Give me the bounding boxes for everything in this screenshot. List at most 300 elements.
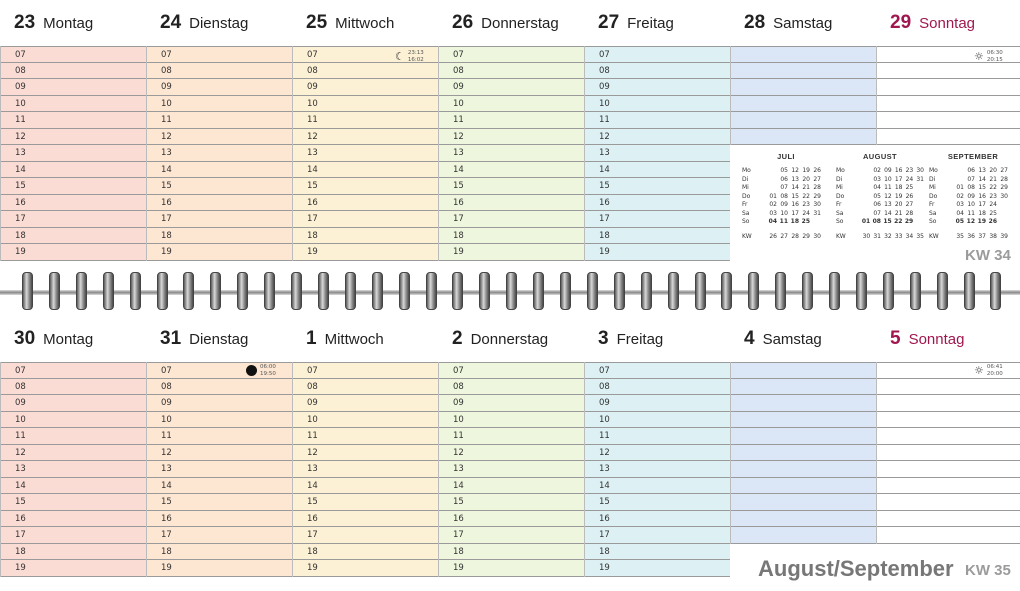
binding-ring <box>883 272 894 310</box>
hour-row[interactable]: 15 <box>439 494 584 511</box>
hour-row[interactable]: 17 <box>147 211 292 228</box>
hour-row[interactable]: 07 <box>293 362 438 379</box>
hour-row[interactable]: 10 <box>1 96 146 113</box>
mini-month <box>742 152 830 241</box>
hour-row[interactable]: 07 <box>585 46 730 63</box>
hour-row[interactable]: 18 <box>293 228 438 245</box>
binding-ring <box>157 272 168 310</box>
day-header-wednesday[interactable] <box>292 316 438 362</box>
mini-day: 17 <box>894 175 903 183</box>
mini-week-row <box>929 210 1017 219</box>
mini-kw: 32 <box>884 232 892 240</box>
mini-day: 05 <box>955 218 964 225</box>
mini-kw-row <box>929 233 1017 242</box>
hour-row[interactable]: 16 <box>439 511 584 528</box>
hour-row[interactable]: 14 <box>585 162 730 179</box>
day-column-tuesday[interactable] <box>146 362 292 577</box>
day-number: 1 <box>306 328 317 349</box>
day-column-saturday[interactable] <box>730 46 876 145</box>
day-header-friday[interactable] <box>584 0 730 46</box>
mini-week-row <box>836 201 924 210</box>
note-row[interactable] <box>731 362 876 379</box>
weekday-label: Mo <box>929 167 938 174</box>
day-column-friday[interactable] <box>584 46 730 261</box>
note-row[interactable] <box>877 428 1020 445</box>
hour-row[interactable]: 17 <box>439 211 584 228</box>
hour-row[interactable]: 18 <box>147 228 292 245</box>
mini-kw: 28 <box>791 232 799 240</box>
day-number: 25 <box>306 12 328 33</box>
hour-row[interactable]: 15 <box>585 178 730 195</box>
note-row[interactable] <box>877 129 1020 146</box>
hour-row[interactable]: 09 <box>585 395 730 412</box>
day-number: 29 <box>890 12 912 33</box>
note-row[interactable] <box>877 527 1020 544</box>
mini-day: 29 <box>904 218 914 225</box>
hour-row[interactable]: 11 <box>439 428 584 445</box>
binding-ring <box>130 272 141 310</box>
mini-day: 13 <box>884 201 892 208</box>
day-header-tuesday[interactable] <box>146 0 292 46</box>
hour-row[interactable]: 08 <box>1 379 146 396</box>
hour-row[interactable]: 13 <box>1 461 146 478</box>
hour-row[interactable]: 11 <box>439 112 584 129</box>
hour-row[interactable]: 10 <box>147 96 292 113</box>
hour-row[interactable]: 11 <box>147 112 292 129</box>
hour-row[interactable]: 11 <box>293 428 438 445</box>
mini-day: 23 <box>989 192 997 200</box>
mini-day: 24 <box>989 201 997 208</box>
note-row[interactable] <box>731 96 876 113</box>
day-number: 3 <box>598 328 609 349</box>
hour-row[interactable]: 16 <box>1 195 146 212</box>
mini-day: 05 <box>780 167 788 174</box>
mini-day: 12 <box>966 218 975 225</box>
note-row[interactable] <box>877 461 1020 478</box>
note-row[interactable] <box>731 79 876 96</box>
hour-row[interactable]: 14 <box>147 478 292 495</box>
note-row[interactable] <box>877 494 1020 511</box>
hour-row[interactable]: 17 <box>1 527 146 544</box>
hour-row[interactable]: 13 <box>147 145 292 162</box>
weekday-label: Sa <box>742 209 750 217</box>
note-row[interactable] <box>877 379 1020 396</box>
hour-row[interactable]: 18 <box>439 544 584 561</box>
hour-row[interactable]: 11 <box>293 112 438 129</box>
weekday-label: Do <box>929 192 938 200</box>
mini-day: 15 <box>791 192 799 200</box>
day-name: Dienstag <box>189 330 249 348</box>
mini-week-row <box>742 184 830 193</box>
hour-row[interactable]: 14 <box>585 478 730 495</box>
hour-row[interactable]: 14 <box>293 162 438 179</box>
hour-row[interactable]: 15 <box>1 178 146 195</box>
mini-day <box>953 176 964 185</box>
hour-row[interactable]: 14 <box>147 162 292 179</box>
hour-row[interactable]: 19 <box>439 244 584 261</box>
day-header-sunday[interactable] <box>876 316 1020 362</box>
hour-row[interactable]: 13 <box>439 461 584 478</box>
day-number: 5 <box>890 328 901 349</box>
hour-row[interactable]: 07 <box>147 362 292 379</box>
mini-day: 31 <box>916 175 924 183</box>
day-number: 31 <box>160 328 182 349</box>
note-row[interactable] <box>877 112 1020 129</box>
note-row[interactable] <box>731 461 876 478</box>
hour-row[interactable]: 19 <box>147 244 292 261</box>
hour-row[interactable]: 19 <box>293 560 438 577</box>
day-number: 4 <box>744 328 755 349</box>
note-row[interactable] <box>877 511 1020 528</box>
hour-row[interactable]: 12 <box>293 129 438 146</box>
binding-ring <box>910 272 921 310</box>
hour-row[interactable]: 09 <box>1 79 146 96</box>
hour-row[interactable]: 15 <box>293 178 438 195</box>
mini-day: 13 <box>791 175 799 183</box>
hour-row[interactable]: 19 <box>439 560 584 577</box>
hour-row[interactable]: 07 <box>1 46 146 63</box>
hour-row[interactable]: 17 <box>585 211 730 228</box>
mini-kw: 34 <box>905 232 914 240</box>
mini-kw: 27 <box>780 232 788 240</box>
hour-row[interactable]: 12 <box>147 129 292 146</box>
day-column-wednesday[interactable] <box>292 362 438 577</box>
kw-label: KW <box>742 232 752 240</box>
hour-row[interactable]: 18 <box>439 228 584 245</box>
mini-kw: 36 <box>967 232 975 240</box>
hour-row[interactable]: 15 <box>1 494 146 511</box>
weekday-label: Di <box>929 175 936 183</box>
hour-row[interactable]: 15 <box>147 178 292 195</box>
hour-row[interactable]: 16 <box>293 511 438 528</box>
hour-row[interactable]: 07 <box>439 362 584 379</box>
note-row[interactable] <box>731 494 876 511</box>
hour-row[interactable]: 09 <box>147 395 292 412</box>
hour-row[interactable]: 16 <box>585 195 730 212</box>
day-header-saturday[interactable] <box>730 316 876 362</box>
hour-row[interactable]: 18 <box>147 544 292 561</box>
day-name: Sonntag <box>908 330 965 348</box>
mini-month <box>836 152 924 241</box>
day-header-saturday[interactable] <box>730 0 876 46</box>
hour-row[interactable]: 09 <box>293 79 438 96</box>
hour-row[interactable]: 15 <box>439 178 584 195</box>
binding-ring <box>237 272 248 310</box>
hour-row[interactable]: 13 <box>147 461 292 478</box>
hour-row[interactable]: 08 <box>147 379 292 396</box>
mini-day: 31 <box>813 209 821 217</box>
note-row[interactable] <box>731 511 876 528</box>
day-column-saturday[interactable] <box>730 362 876 544</box>
note-row[interactable] <box>877 445 1020 462</box>
mini-kw-row <box>836 233 924 242</box>
note-row[interactable] <box>731 527 876 544</box>
hour-row[interactable]: 08 <box>585 379 730 396</box>
mini-day: 22 <box>989 184 997 191</box>
mini-day: 30 <box>813 201 821 208</box>
mini-day: 17 <box>978 201 986 208</box>
note-row[interactable] <box>731 412 876 429</box>
mini-kw: 33 <box>894 232 903 240</box>
hour-row[interactable]: 14 <box>1 478 146 495</box>
sun-times <box>974 364 1003 377</box>
hour-row[interactable]: 18 <box>1 228 146 245</box>
note-row[interactable] <box>877 395 1020 412</box>
sun-times <box>974 50 1003 63</box>
hour-row[interactable]: 12 <box>439 445 584 462</box>
weekday-label: Sa <box>836 209 844 217</box>
note-row[interactable] <box>731 112 876 129</box>
mini-day: 20 <box>894 201 903 208</box>
hour-row[interactable]: 13 <box>585 145 730 162</box>
hour-row[interactable]: 15 <box>585 494 730 511</box>
mini-kw: 31 <box>873 232 881 240</box>
hour-row[interactable]: 07 <box>293 46 438 63</box>
moon-rise: 23:13 <box>407 50 424 56</box>
note-row[interactable] <box>877 63 1020 80</box>
day-name: Samstag <box>762 330 822 348</box>
hour-row[interactable]: 08 <box>293 63 438 80</box>
hour-row[interactable]: 13 <box>293 461 438 478</box>
hour-row[interactable]: 19 <box>1 560 146 577</box>
day-column-wednesday[interactable] <box>292 46 438 261</box>
binding-ring <box>264 272 275 310</box>
hour-row[interactable]: 08 <box>147 63 292 80</box>
hour-row[interactable]: 18 <box>585 228 730 245</box>
day-header-monday[interactable] <box>0 0 146 46</box>
mini-day <box>859 193 870 202</box>
day-name: Dienstag <box>189 14 249 32</box>
hour-row[interactable]: 08 <box>439 63 584 80</box>
hour-row[interactable]: 10 <box>439 96 584 113</box>
hour-row[interactable]: 19 <box>585 560 730 577</box>
note-row[interactable] <box>877 96 1020 113</box>
day-column-thursday[interactable] <box>438 362 584 577</box>
mini-day: 21 <box>802 184 810 191</box>
hour-row[interactable]: 11 <box>1 112 146 129</box>
note-row[interactable] <box>731 129 876 146</box>
hour-row[interactable]: 15 <box>147 494 292 511</box>
hour-row[interactable]: 11 <box>585 112 730 129</box>
hour-row[interactable]: 10 <box>293 96 438 113</box>
mini-day: 25 <box>989 209 997 217</box>
day-number: 26 <box>452 12 474 33</box>
hour-row[interactable]: 13 <box>439 145 584 162</box>
mini-day: 24 <box>905 175 914 183</box>
hour-row[interactable]: 09 <box>147 79 292 96</box>
weekday-label: Fr <box>742 201 748 208</box>
hour-row[interactable]: 16 <box>1 511 146 528</box>
hour-row[interactable]: 14 <box>439 478 584 495</box>
note-row[interactable] <box>731 379 876 396</box>
day-number: 2 <box>452 328 463 349</box>
hour-row[interactable]: 17 <box>147 527 292 544</box>
moon-rise: 06:00 <box>260 364 276 370</box>
hour-row[interactable]: 07 <box>585 362 730 379</box>
hour-row[interactable]: 11 <box>1 428 146 445</box>
day-column-thursday[interactable] <box>438 46 584 261</box>
binding-ring <box>479 272 490 310</box>
hour-row[interactable]: 08 <box>1 63 146 80</box>
note-row[interactable] <box>731 46 876 63</box>
hour-row[interactable]: 16 <box>147 511 292 528</box>
hour-row[interactable]: 17 <box>1 211 146 228</box>
hour-row[interactable]: 12 <box>147 445 292 462</box>
hour-row[interactable]: 09 <box>439 395 584 412</box>
mini-week-row <box>929 176 1017 185</box>
hour-row[interactable]: 14 <box>439 162 584 179</box>
hour-row[interactable]: 12 <box>293 445 438 462</box>
hour-row[interactable]: 12 <box>585 445 730 462</box>
hour-row[interactable]: 12 <box>1 445 146 462</box>
mini-week-row <box>742 193 830 202</box>
hour-row[interactable]: 09 <box>439 79 584 96</box>
mini-month-title: SEPTEMBER <box>947 152 999 161</box>
day-column-friday[interactable] <box>584 362 730 577</box>
hour-row[interactable]: 19 <box>585 244 730 261</box>
note-row[interactable] <box>731 428 876 445</box>
hour-row[interactable]: 16 <box>293 195 438 212</box>
hour-row[interactable]: 07 <box>1 362 146 379</box>
mini-kw: 30 <box>813 232 821 240</box>
binding-ring <box>721 272 732 310</box>
hour-row[interactable]: 16 <box>147 195 292 212</box>
hour-row[interactable]: 07 <box>147 46 292 63</box>
day-column-monday[interactable] <box>0 46 146 261</box>
hour-row[interactable]: 15 <box>293 494 438 511</box>
binding-ring <box>587 272 598 310</box>
hour-row[interactable]: 08 <box>439 379 584 396</box>
hour-row[interactable]: 10 <box>1 412 146 429</box>
day-header-tuesday[interactable] <box>146 316 292 362</box>
note-row[interactable] <box>877 478 1020 495</box>
mini-day <box>766 167 777 176</box>
hour-row[interactable]: 12 <box>585 129 730 146</box>
mini-day <box>997 210 1008 219</box>
hour-row[interactable]: 18 <box>585 544 730 561</box>
mini-day: 19 <box>894 192 903 200</box>
day-column-monday[interactable] <box>0 362 146 577</box>
note-row[interactable] <box>877 79 1020 96</box>
mini-day: 18 <box>790 218 799 225</box>
binding-ring <box>748 272 759 310</box>
hour-row[interactable]: 09 <box>1 395 146 412</box>
note-row[interactable] <box>877 412 1020 429</box>
mini-kw: 35 <box>916 232 924 240</box>
binding-ring <box>560 272 571 310</box>
weekday-label: Mo <box>742 167 751 174</box>
binding-ring <box>76 272 87 310</box>
hour-row[interactable]: 07 <box>439 46 584 63</box>
mini-month-title: AUGUST <box>862 152 898 161</box>
hour-row[interactable]: 10 <box>585 412 730 429</box>
hour-row[interactable]: 19 <box>147 560 292 577</box>
hour-row[interactable]: 17 <box>439 527 584 544</box>
day-header-thursday[interactable] <box>438 316 584 362</box>
mini-week-row <box>742 201 830 210</box>
mini-day <box>859 201 870 210</box>
note-row[interactable] <box>731 63 876 80</box>
weekday-label: So <box>836 218 844 225</box>
day-number: 28 <box>744 12 766 33</box>
binding-ring <box>856 272 867 310</box>
hour-row[interactable]: 16 <box>585 511 730 528</box>
weekday-label: Mi <box>929 184 936 191</box>
weekday-label: Mi <box>742 184 749 191</box>
note-row[interactable] <box>731 395 876 412</box>
hour-row[interactable]: 09 <box>293 395 438 412</box>
hour-row[interactable]: 10 <box>439 412 584 429</box>
mini-day: 22 <box>802 192 810 200</box>
hour-row[interactable]: 08 <box>293 379 438 396</box>
binding-ring <box>964 272 975 310</box>
day-name: Donnerstag <box>470 330 549 348</box>
mini-day: 06 <box>967 167 975 174</box>
hour-row[interactable]: 11 <box>585 428 730 445</box>
hour-row[interactable]: 18 <box>293 544 438 561</box>
full-moon-icon <box>246 365 257 376</box>
hour-row[interactable]: 12 <box>439 129 584 146</box>
hour-row[interactable]: 11 <box>147 428 292 445</box>
mini-week-row <box>742 167 830 176</box>
hour-row[interactable]: 08 <box>585 63 730 80</box>
hour-row[interactable]: 14 <box>1 162 146 179</box>
day-header-monday[interactable] <box>0 316 146 362</box>
day-header-thursday[interactable] <box>438 0 584 46</box>
moon-set: 19:50 <box>260 370 276 377</box>
day-column-tuesday[interactable] <box>146 46 292 261</box>
hour-row[interactable]: 10 <box>585 96 730 113</box>
mini-day: 11 <box>884 184 892 191</box>
hour-row[interactable]: 09 <box>585 79 730 96</box>
binding-ring <box>533 272 544 310</box>
mini-day: 03 <box>769 209 777 217</box>
hour-row[interactable]: 19 <box>293 244 438 261</box>
hour-row[interactable]: 13 <box>293 145 438 162</box>
hour-row[interactable]: 17 <box>293 211 438 228</box>
mini-week-row <box>836 184 924 193</box>
hour-row[interactable]: 17 <box>293 527 438 544</box>
weekday-label: Di <box>742 175 749 183</box>
mini-kw: 39 <box>1000 232 1008 240</box>
hour-row[interactable]: 13 <box>1 145 146 162</box>
day-column-sunday[interactable] <box>876 362 1020 544</box>
mini-day: 04 <box>768 218 777 225</box>
note-row[interactable] <box>731 478 876 495</box>
mini-day: 06 <box>873 201 881 208</box>
mini-week-row <box>929 167 1017 176</box>
hour-row[interactable]: 19 <box>1 244 146 261</box>
day-header-wednesday[interactable] <box>292 0 438 46</box>
day-name: Montag <box>43 330 94 348</box>
note-row[interactable] <box>731 445 876 462</box>
mini-day <box>913 193 924 202</box>
hour-row[interactable]: 16 <box>439 195 584 212</box>
hour-row[interactable]: 14 <box>293 478 438 495</box>
mini-day: 15 <box>978 184 986 191</box>
hour-row[interactable]: 17 <box>585 527 730 544</box>
hour-row[interactable]: 10 <box>147 412 292 429</box>
week-number-35: KW 35 <box>965 562 1011 579</box>
hour-row[interactable]: 13 <box>585 461 730 478</box>
hour-row[interactable]: 12 <box>1 129 146 146</box>
hour-row[interactable]: 10 <box>293 412 438 429</box>
hour-row[interactable]: 18 <box>1 544 146 561</box>
mini-day: 03 <box>873 175 881 183</box>
day-name: Donnerstag <box>481 14 559 32</box>
day-header-friday[interactable] <box>584 316 730 362</box>
day-header-sunday[interactable] <box>876 0 1020 46</box>
